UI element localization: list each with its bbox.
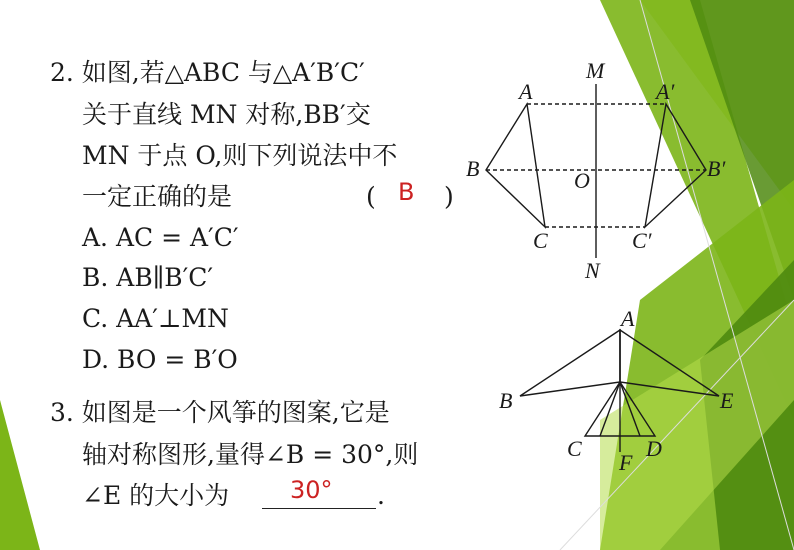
kite-label-b: B [499, 388, 513, 413]
label-o: O [574, 168, 590, 193]
label-a: A [519, 79, 533, 104]
kite-left-wing [520, 330, 620, 396]
q2-option-d: D. BO = B′O [82, 345, 238, 374]
label-m: M [586, 58, 605, 83]
q3-line-2: 轴对称图形,量得∠B = 30°,则 [82, 440, 419, 469]
label-b: B [466, 156, 480, 181]
label-b-prime: B′ [707, 156, 726, 181]
kite-label-e: E [720, 388, 734, 413]
q2-answer: B [398, 178, 415, 206]
q3-line-3: ∠E 的大小为 [82, 481, 230, 510]
label-c-prime: C′ [632, 228, 652, 253]
kite-label-d: D [646, 436, 662, 461]
kite-right-wing [620, 330, 719, 396]
q3-end-period: . [377, 481, 385, 510]
figure-2-lines [520, 330, 719, 452]
q2-option-a: A. AC = A′C′ [82, 223, 239, 252]
kite-label-a: A [621, 306, 635, 331]
q3-answer: 30° [290, 476, 333, 504]
q3-line-1: 3. 如图是一个风筝的图案,它是 [50, 398, 390, 427]
kite-label-f: F [619, 450, 633, 475]
q2-option-c: C. AA′⊥MN [82, 304, 229, 333]
q2-paren-close: ) [444, 182, 454, 211]
q2-line-2: 关于直线 MN 对称,BB′交 [82, 100, 371, 129]
q2-line-4: 一定正确的是 [82, 182, 233, 211]
label-n: N [585, 258, 600, 283]
kite-label-c: C [567, 436, 582, 461]
q2-option-b: B. AB∥B′C′ [82, 263, 214, 292]
q2-paren-open: ( [366, 182, 376, 211]
label-a-prime: A′ [656, 79, 675, 104]
q2-line-3: MN 于点 O,则下列说法中不 [82, 141, 398, 170]
label-c: C [533, 228, 548, 253]
q2-line-1: 2. 如图,若△ABC 与△A′B′C′ [50, 58, 365, 87]
